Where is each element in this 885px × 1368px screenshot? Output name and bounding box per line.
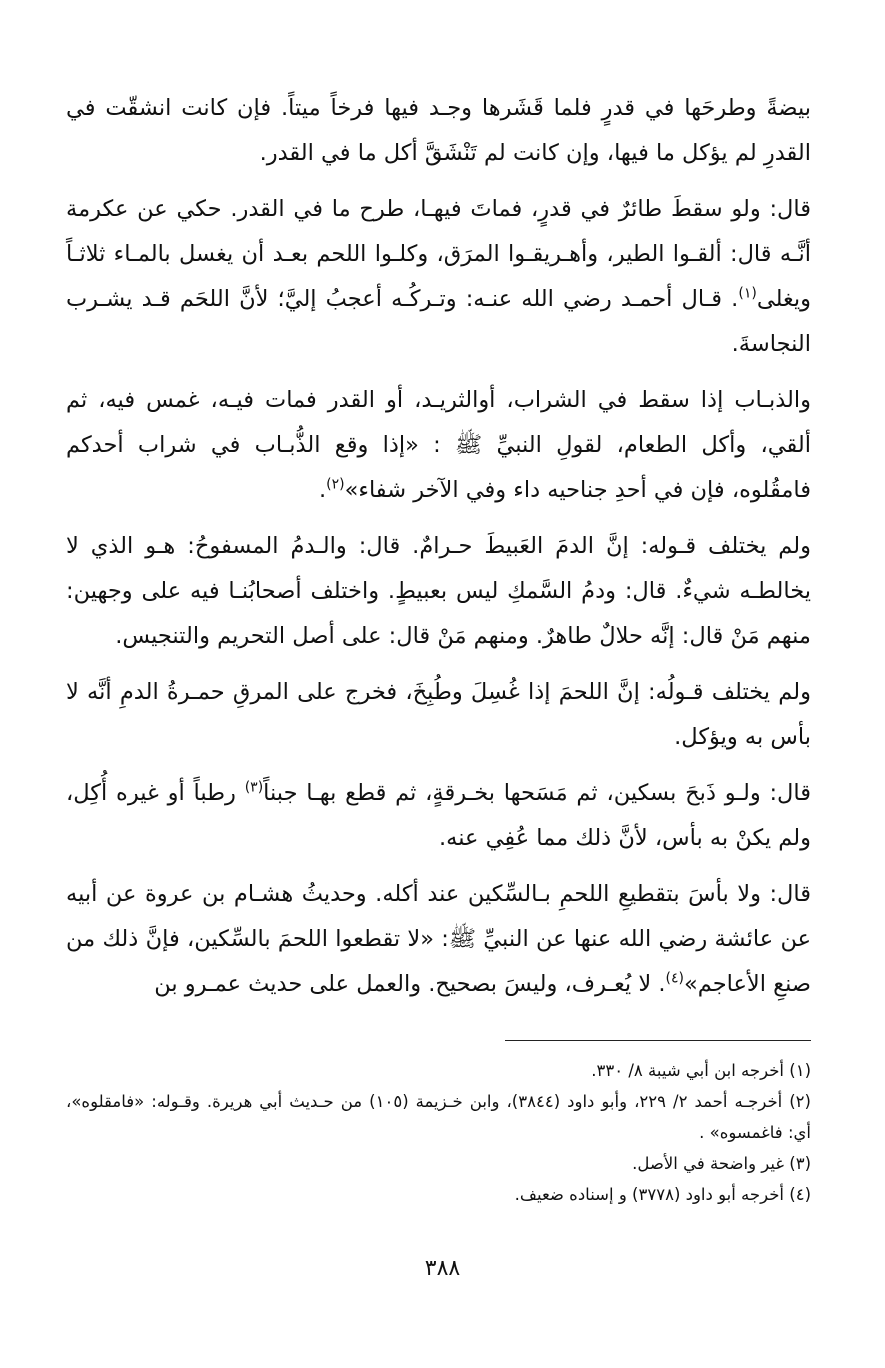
paragraph-6	[66, 771, 811, 861]
footnote-1: (١) أخرجه ابن أبي شيبة ٨/ ٣٣٠.	[591, 1061, 811, 1080]
footnote-marker-3[interactable]: (٣)	[244, 779, 264, 796]
page-number: ٣٨٨	[424, 1256, 461, 1281]
paragraph-2-rest: . قـال أحمـد رضي الله عنـه: وتـركُـه أعجبُ إليَّ؛ لأنَّ اللحَم قـد يشـرب النجاسةَ.	[66, 286, 811, 357]
footnote-2: (٢) أخرجـه أحمد ٢/ ٢٢٩، وأبو داود (٣٨٤٤)، وابن خـزيمة (١٠٥) من حـديث أبي هريرة. وقـوله: «فامقلوه»، أي: فاغمسوه» .	[66, 1092, 811, 1142]
paragraph-5	[66, 670, 811, 760]
paragraph-7	[66, 872, 811, 1007]
footnotes	[66, 1055, 811, 1210]
paragraph-3-end: .	[318, 477, 327, 503]
paragraph-6-rest: رطباً أو غيره أُكِل، ولم يكنْ به بأس، لأنَّ ذلك مما عُفِي عنه.	[66, 780, 811, 851]
paragraph-3-text: والذبـاب إذا سقط في الشراب، أوالثريـد، أو القدر فمات فيـه، غمس فيه، ثم ألقي، وأكل الطعام، لقولِ النبيِّ ﷺ : «إذا وقع الذُّبـاب في شراب أحدكم فامقُلوه، فإن في أحدِ جناحيه داء وفي الآخر شفاء»	[66, 387, 811, 503]
footnote-marker-1[interactable]: (١)	[738, 285, 757, 302]
paragraph-7-text: قال: ولا بأسَ بتقطيعِ اللحمِ بـالسِّكين عند أكله. وحديثُ هشـام بن عروة عن أبيه عن عائشة رضي الله عنها عن النبيِّ ﷺ: «لا تقطعوا اللحمَ بالسِّكين، فإنَّ ذلك من صنعِ الأعاجم»	[66, 881, 811, 997]
paragraph-2-text: قال: ولو سقطَ طائرٌ في قدرٍ، فماتَ فيهـا، طرح ما في القدر. حكي عن عكرمة أنَّـه قال: ألقـوا الطير، وأهـريقـوا المرَق، وكلـوا اللحم بعـد أن يغسل بالمـاء ثلاثـاً ويغلى	[66, 196, 811, 312]
footnote-4: (٤) أخرجه أبو داود (٣٧٧٨) و إسناده ضعيف.	[514, 1185, 811, 1204]
footnote-separator	[505, 1040, 811, 1041]
main-text	[66, 86, 811, 1018]
paragraph-1	[66, 86, 811, 176]
paragraph-7-rest: . لا يُعـرف، وليسَ بصحيح. والعمل على حديث عمـرو بن	[154, 971, 666, 997]
paragraph-4	[66, 524, 811, 659]
paragraph-5-text: ولم يختلف قـولُه: إنَّ اللحمَ إذا غُسِلَ وطُبِخَ، فخرج على المرقِ حمـرةُ الدمِ أنَّه لا بأس به ويؤكل.	[66, 679, 811, 750]
footnote-3: (٣) غير واضحة في الأصل.	[632, 1154, 811, 1173]
paragraph-2	[66, 187, 811, 367]
paragraph-1-text: بيضةً وطرحَها في قدرٍ فلما قَشَرها وجـد فيها فرخاً ميتاً. فإن كانت انشقّت في القدرِ لم يؤكل ما فيها، وإن كانت لم تَنْشَقَّ أكل ما في القدر.	[66, 95, 811, 166]
paragraph-6-text: قال: ولـو ذَبحَ بسكين، ثم مَسَحها بخـرقةٍ، ثم قطع بهـا جبناً	[263, 780, 812, 806]
paragraph-3	[66, 378, 811, 513]
footnote-marker-4[interactable]: (٤)	[665, 970, 684, 987]
paragraph-4-text: ولم يختلف قـوله: إنَّ الدمَ العَبيطَ حـرامٌ. قال: والـدمُ المسفوحُ: هـو الذي لا يخالطـه شيءٌ. قال: ودمُ السَّمكِ ليس بعبيطٍ. واختلف أصحابُنـا فيه على وجهين: منهم مَنْ قال: إنَّه حلالٌ طاهرٌ. ومنهم مَنْ قال: على أصل التحريم والتنجيس.	[66, 533, 811, 649]
footnote-marker-2[interactable]: (٢)	[326, 476, 345, 493]
